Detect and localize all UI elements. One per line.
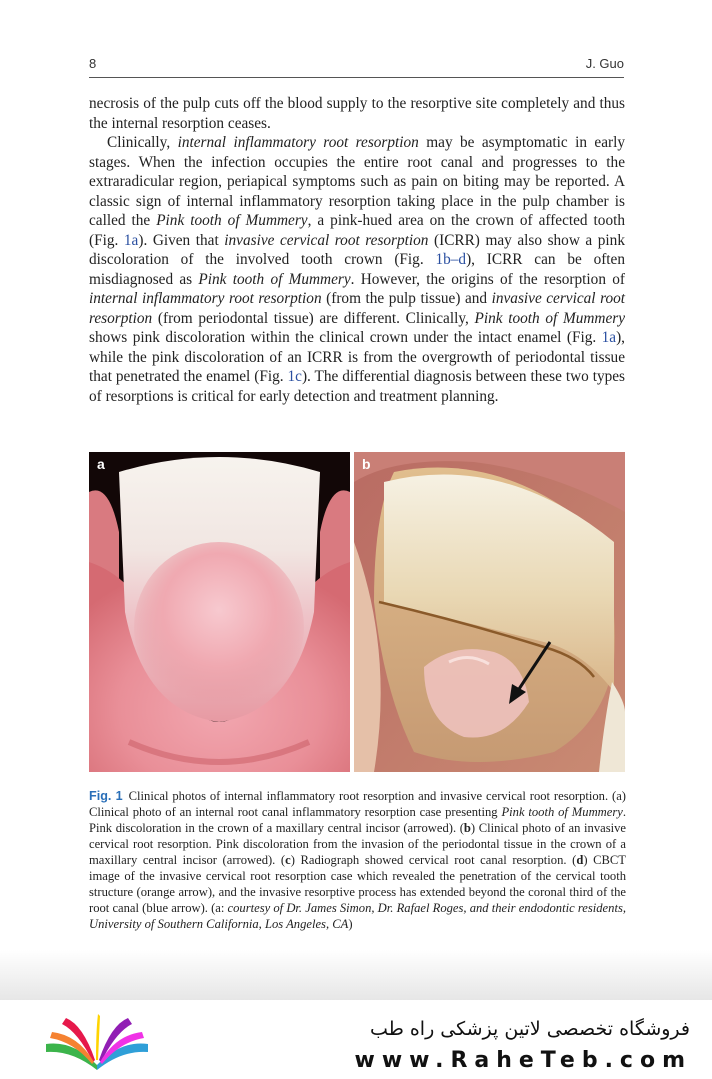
panel-a-label: a <box>97 456 105 472</box>
text-run: ) CBCT image of the invasive cervical root resorption case which revealed the penetration of the cervical tooth structure (orange arrow), and the invasive resorptive process has extended beyond the coronal third of the root canal (blue arrow). (a: <box>89 853 626 915</box>
figure-reference-link[interactable]: 1b–d <box>435 251 467 268</box>
text-run: (from periodontal tissue) are different. Clinically, <box>152 309 475 327</box>
text-run: courtesy of Dr. James Simon, Dr. Rafael Roges, and their endodontic residents, University of Southern California, Los Angeles, CA <box>89 901 626 931</box>
text-run: Pink tooth of Mummery <box>198 270 351 288</box>
text-run: invasive cervical root resorption <box>224 231 429 249</box>
text-run: ) Radiograph showed cervical root canal resorption. ( <box>290 853 577 867</box>
text-run: ), while the pink discoloration of an ICRR is from the overgrowth of periodontal tissue that penetrated the enamel (Fig. <box>89 329 625 385</box>
text-run: b <box>463 821 471 835</box>
text-run: Clinically, <box>107 134 178 151</box>
text-run: internal inflammatory root resorption <box>89 290 322 307</box>
shop-name: فروشگاه تخصصی لاتین پزشکی راه طب <box>370 1018 690 1040</box>
paragraph-2 <box>89 133 625 406</box>
website-url[interactable] <box>355 1048 693 1073</box>
running-author: J. Guo <box>585 56 624 71</box>
text-run: Pink tooth of Mummery <box>501 805 623 819</box>
text-run: ) Clinical photo of an invasive cervical root resorption. Pink discoloration from the invasion of the periodontal tissue in the crown of a maxillary central incisor (arrowed). ( <box>89 821 626 867</box>
open-book-logo-icon <box>38 1010 156 1072</box>
site-prefix: www. <box>354 1048 451 1073</box>
site-suffix: .com <box>604 1048 692 1073</box>
figure-panel-a <box>89 452 350 772</box>
panel-b-label: b <box>362 456 371 472</box>
caption-text <box>89 789 626 931</box>
page-bottom-shadow <box>0 950 712 1005</box>
figure-caption <box>89 788 626 932</box>
text-run: , a pink-hued area on the crown of affected tooth (Fig. <box>89 212 625 249</box>
paragraph-1: necrosis of the pulp cuts off the blood supply to the resorptive site completely and thus the internal resorption ceases. <box>89 95 625 132</box>
figure-label: Fig. 1 <box>89 789 123 803</box>
text-run: (ICRR) may also show a pink discoloration of the involved tooth crown (Fig. <box>89 231 625 268</box>
running-header <box>89 56 624 76</box>
text-run: c <box>285 853 291 867</box>
text-run: ), ICRR can be often misdiagnosed as <box>89 251 625 288</box>
text-run: invasive cervical root resorption <box>89 290 626 327</box>
text-run: shows pink discoloration within the clinical crown under the intact enamel (Fig. <box>89 329 602 346</box>
text-run: ). Given that <box>138 231 225 249</box>
figure-reference-link[interactable]: 1c <box>287 368 302 385</box>
figure-panel-b <box>354 452 625 772</box>
figure-reference-link[interactable]: 1a <box>601 329 617 346</box>
page-number: 8 <box>89 56 97 71</box>
figure-1 <box>89 452 625 772</box>
text-run: Pink tooth of Mummery <box>474 309 625 327</box>
text-run: . Pink discoloration in the crown of a maxillary central incisor (arrowed). ( <box>89 805 627 835</box>
text-run: Clinical photos of internal inflammatory root resorption and invasive cervical root resorption. (a) Clinical photo of an internal root canal inflammatory resorption case presenting <box>89 789 626 819</box>
text-run: ). The differential diagnosis between these two types of resorptions is critical for early detection and treatment planning. <box>89 368 626 405</box>
text-run: internal inflammatory root resorption <box>177 134 419 151</box>
body-text <box>89 94 625 406</box>
figure-reference-link[interactable]: 1a <box>123 231 139 249</box>
site-brand: RaheTeb <box>450 1048 605 1073</box>
text-run: (from the pulp tissue) and <box>321 290 492 307</box>
tooth-photo-b <box>354 452 625 772</box>
header-rule <box>89 77 624 78</box>
text-run: . However, the origins of the resorption of <box>350 270 625 288</box>
text-run: ) <box>348 917 353 931</box>
text-run: may be asymptomatic in early stages. When the infection occupies the entire root canal and progresses to the extraradicular region, periapical symptoms such as pain on biting may be reported. A classic sign of internal inflammatory resorption taking place in the pulp chamber is called the <box>89 134 626 229</box>
text-run: d <box>576 853 584 867</box>
text-run: Pink tooth of Mummery <box>156 212 308 229</box>
tooth-photo-a <box>89 452 350 772</box>
